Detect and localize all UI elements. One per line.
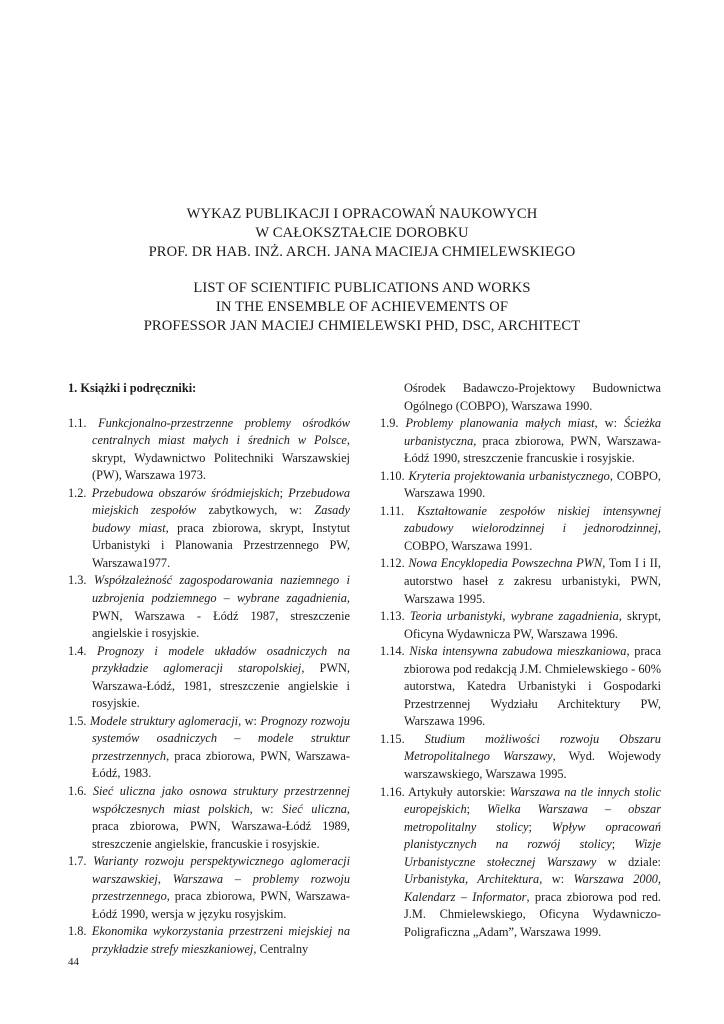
entry-title: Teoria urbanistyki, wybrane zagadnienia xyxy=(409,609,619,624)
entry-title: Przebudowa obszarów śródmiejskich xyxy=(91,485,280,500)
entry-details: , praca zbiorowa pod redakcją J.M. Chmielewskiego - 60% autorstwa, Katedra Urbanistyki i Gospodarki Przestrzennej Wydziału Architektury PW, Warszawa 1996. xyxy=(404,644,661,729)
entry-title: Niska intensywna zabudowa mieszkaniowa xyxy=(409,644,627,659)
entry-details: , praca zbiorowa, PWN, Warszawa-Łódź 1989, streszczenie angielskie, francuskie i rosyjskie. xyxy=(92,801,351,851)
entry-number: 1.2. xyxy=(68,485,87,500)
entry-number: 1.14. xyxy=(380,644,405,659)
entry-number: 1.7. xyxy=(68,854,87,869)
entry-title: Urbanistyka, Architektura xyxy=(404,872,540,887)
entry-title: Przebudowa miejskich zespołów xyxy=(92,485,350,518)
publication-entry-1-1 xyxy=(68,415,350,485)
entry-title: Studium możliwości rozwoju Obszaru Metropolitalnego Warszawy xyxy=(404,731,661,764)
entry-title: Warszawa na tle innych stolic europejskich xyxy=(404,784,661,817)
polish-title-line: W CAŁOKSZTAŁCIE DOROBKU xyxy=(255,225,469,241)
publication-entry-1-8-continued: Ośrodek Badawczo-Projektowy Budownictwa Ogólnego (COBPO), Warszawa 1990. xyxy=(404,381,661,413)
entry-title: Prognozy rozwoju systemów osadniczych – modele struktur przestrzennych xyxy=(92,713,350,763)
entry-details: , praca zbiorowa, PWN, Warszawa-Łódź 1990, wersja w języku rosyjskim. xyxy=(92,889,350,921)
entry-number: 1.4. xyxy=(68,643,87,658)
entry-separator: , w: xyxy=(249,801,283,816)
entry-title: Sieć uliczna jako osnowa struktury przestrzennej współczesnych miast polskich xyxy=(92,784,350,816)
entry-title: Wielka Warszawa – obszar metropolitalny stolicy xyxy=(404,802,661,834)
section-heading: 1. Książki i podręczniki: xyxy=(68,381,197,395)
publication-entry-1-7 xyxy=(68,853,350,923)
entry-number: 1.10. xyxy=(380,468,405,483)
entry-title: Ścieżka urbanistyczna xyxy=(404,416,661,448)
document-titles xyxy=(0,205,724,336)
publication-entry-1-16 xyxy=(380,784,661,942)
entry-number: 1.13. xyxy=(380,609,405,624)
entry-title: Warszawa – problemy rozwoju przestrzennego xyxy=(92,871,350,904)
entry-separator: ; xyxy=(466,802,488,817)
entry-separator: zabytkowych, w: xyxy=(196,503,315,518)
entry-title: Zasady budowy miast xyxy=(92,503,351,535)
publication-entry-1-2 xyxy=(68,485,350,573)
entry-separator: ; xyxy=(528,819,552,834)
entry-separator: ; xyxy=(279,485,289,500)
entry-number: 1.6. xyxy=(68,784,87,799)
publication-entry-1-9 xyxy=(380,415,661,468)
entry-lead: Artykuły autorskie: xyxy=(408,784,510,799)
page-number: 44 xyxy=(68,956,79,968)
english-title-line: PROFESSOR JAN MACIEJ CHMIELEWSKI PHD, DSC, ARCHITECT xyxy=(143,318,581,334)
entry-number: 1.9. xyxy=(380,416,399,431)
entry-title: Współzależność zagospodarowania naziemnego i uzbrojenia podziemnego – wybrane zagadnienia xyxy=(92,573,350,606)
polish-title xyxy=(0,205,724,262)
entry-title: Problemy planowania małych miast xyxy=(405,416,595,431)
entry-separator: , w: xyxy=(539,872,574,887)
entry-details: , Tom I i II, autorstwo haseł z zakresu urbanistyki, PWN, Warszawa 1995. xyxy=(404,556,661,606)
publication-entry-1-10 xyxy=(380,468,661,503)
publication-entry-1-14 xyxy=(380,643,661,731)
entry-title: Kształtowanie zespołów niskiej intensywnej zabudowy wielorodzinnej i jednorodzinnej xyxy=(404,503,661,536)
entry-title: Funkcjonalno-przestrzenne problemy ośrodków centralnych miast małych i średnich w Polsce xyxy=(92,415,351,448)
entry-number: 1.11. xyxy=(380,503,405,518)
entry-title: Nowa Encyklopedia Powszechna PWN xyxy=(408,556,603,571)
entry-details: , PWN, Warszawa - Łódź 1987, streszczenie angielskie i rosyjskie. xyxy=(92,591,350,641)
english-title-line: IN THE ENSEMBLE OF ACHIEVEMENTS OF xyxy=(215,299,509,315)
english-title-line: LIST OF SCIENTIFIC PUBLICATIONS AND WORKS xyxy=(193,280,531,296)
publication-entry-1-4 xyxy=(68,643,350,713)
entry-number: 1.5. xyxy=(68,713,87,728)
entry-title: Modele struktury aglomeracji xyxy=(89,713,239,728)
entry-number: 1.16. xyxy=(380,784,405,799)
entry-title: Sieć uliczna xyxy=(282,801,347,816)
publication-entry-1-5 xyxy=(68,713,350,783)
entry-separator: ; xyxy=(611,837,635,852)
entry-separator: , w: xyxy=(594,416,624,431)
polish-title-line: PROF. DR HAB. INŻ. ARCH. JANA MACIEJA CHMIELEWSKIEGO xyxy=(148,244,576,260)
entry-separator: , w: xyxy=(238,713,261,728)
entry-title: Kryteria projektowania urbanistycznego xyxy=(408,468,610,483)
entry-details: , praca zbiorowa pod red. J.M. Chmielewskiego, Oficyna Wydawniczo-Poligraficzna „Adam”, Warszawa 1999. xyxy=(404,889,661,939)
entry-details: , skrypt, Oficyna Wydawnicza PW, Warszawa 1996. xyxy=(404,609,661,641)
entry-separator: w dziale: xyxy=(596,854,661,869)
entry-title: Prognozy i modele układów osadniczych na przykładzie aglomeracji staropolskiej xyxy=(92,643,350,676)
entry-title: Wizje Urbanistyczne stołecznej Warszawy xyxy=(404,837,662,869)
publication-entry-1-3 xyxy=(68,572,350,642)
publication-entry-1-13 xyxy=(380,608,661,643)
entry-number: 1.12. xyxy=(380,556,405,571)
entry-details: , Wyd. Wojewody warszawskiego, Warszawa 1995. xyxy=(404,749,661,782)
left-column xyxy=(68,380,350,959)
entry-details: , PWN, Warszawa-Łódź, 1981, streszczenie angielskie i rosyjskie. xyxy=(92,661,350,711)
entry-details: , skrypt, Wydawnictwo Politechniki Warszawskiej (PW), Warszawa 1973. xyxy=(92,433,350,483)
entry-number: 1.8. xyxy=(68,924,87,939)
entry-details: , praca zbiorowa, PWN, Warszawa-Łódź 1990, streszczenie francuskie i rosyjskie. xyxy=(404,433,661,466)
publication-entry-1-12 xyxy=(380,555,661,608)
entry-details: , Centralny xyxy=(253,941,309,956)
publication-entry-1-15 xyxy=(380,731,661,784)
entry-title: Ekonomika wykorzystania przestrzeni miejskiej na przykładzie strefy mieszkaniowej xyxy=(91,924,350,956)
publication-entry-1-8 xyxy=(68,923,350,958)
entry-title: Warszawa 2000, Kalendarz – Informator xyxy=(404,872,661,904)
publication-entry-1-6 xyxy=(68,783,350,853)
entry-title: Warianty rozwoju perspektywicznego aglomeracji warszawskiej xyxy=(92,854,351,886)
entry-separator: , xyxy=(157,871,173,886)
english-title xyxy=(0,279,724,336)
entry-number: 1.1. xyxy=(68,415,87,430)
entry-details: , praca zbiorowa, PWN, Warszawa-Łódź, 1983. xyxy=(92,748,350,781)
entry-title: Wpływ opracowań planistycznych na rozwój stolicy xyxy=(404,819,661,852)
entry-details: , COBPO, Warszawa 1991. xyxy=(404,521,661,553)
entry-details: , COBPO, Warszawa 1990. xyxy=(404,468,661,501)
publication-entry-1-11 xyxy=(380,503,661,556)
entry-number: 1.15. xyxy=(380,731,405,746)
entry-number: 1.3. xyxy=(68,573,87,588)
entry-details: , praca zbiorowa, skrypt, Instytut Urbanistyki i Planowania Przestrzennego PW, Warszawa1977. xyxy=(92,520,351,570)
polish-title-line: WYKAZ PUBLIKACJI I OPRACOWAŃ NAUKOWYCH xyxy=(186,206,538,222)
right-column xyxy=(380,380,661,942)
